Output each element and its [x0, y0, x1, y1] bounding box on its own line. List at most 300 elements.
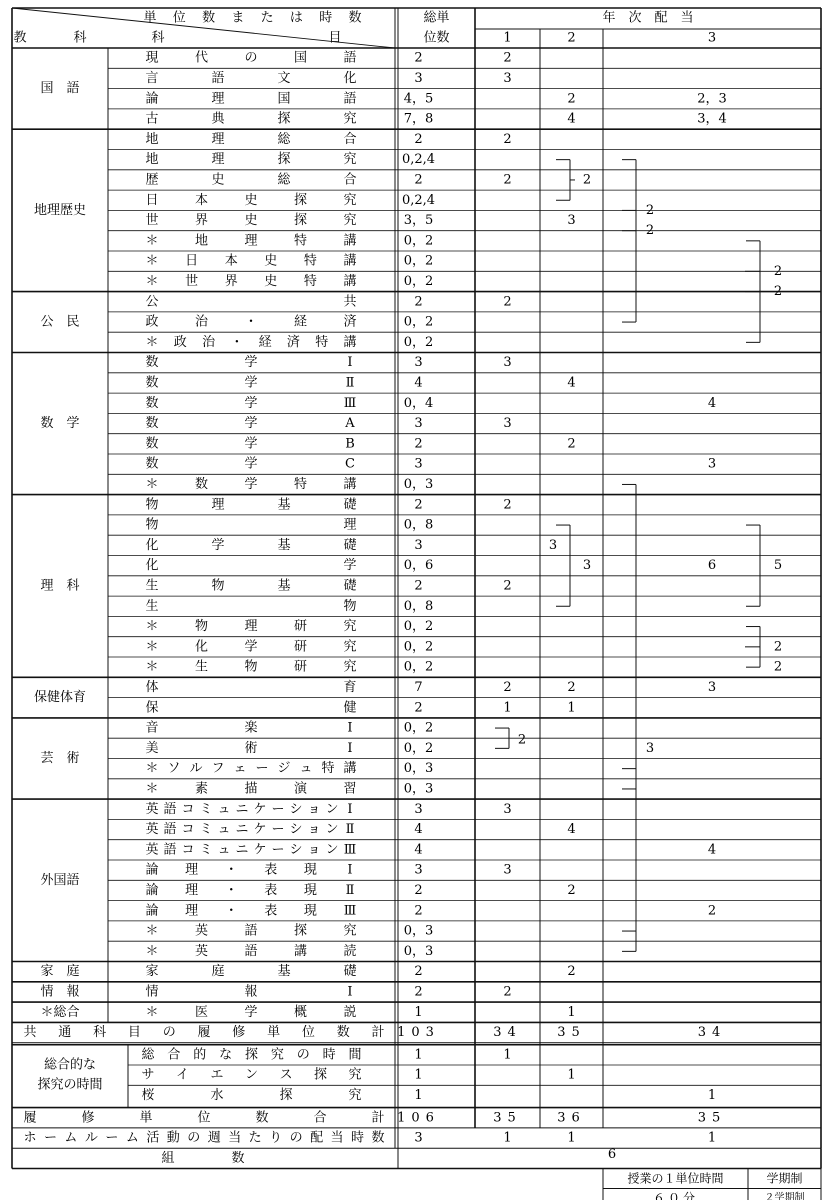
char: 探 [279, 1087, 293, 1103]
subject-units: 4，5 [403, 91, 434, 107]
char: 究 [343, 639, 357, 655]
subject-name [145, 903, 356, 918]
subject-name [145, 253, 356, 269]
char: 教 [13, 30, 27, 46]
elective-bracket-value: 2 [773, 659, 783, 675]
char: 活 [146, 1130, 160, 1146]
subject-name [145, 192, 356, 208]
subject-units: 0，2 [403, 233, 434, 249]
header-year-2: 2 [567, 30, 576, 46]
year2-units: 2 [567, 436, 576, 452]
grand-total-y1: 35 [493, 1110, 522, 1126]
char: 史 [211, 172, 225, 188]
char: Ⅱ [345, 822, 355, 838]
subject-units: 3，5 [403, 213, 434, 229]
subject-units: 2 [414, 964, 423, 980]
subject-name [145, 111, 356, 127]
char: 究 [343, 659, 357, 675]
char: ョ [307, 842, 321, 858]
char: 基 [277, 537, 291, 553]
char: 総 [277, 131, 291, 147]
subject-name [145, 71, 356, 86]
char: ー [271, 842, 285, 858]
char: 読 [343, 943, 357, 959]
subject-name [145, 314, 356, 330]
char: 配 [310, 1130, 324, 1146]
char: 講 [343, 253, 357, 269]
subject-units: 0，3 [403, 943, 434, 959]
char: 学 [244, 1004, 258, 1020]
char: 生 [145, 598, 159, 614]
char: ョ [307, 801, 321, 817]
elective-bracket-value: 2 [517, 732, 527, 748]
header-subject-label-b: 目 [328, 30, 342, 46]
header-total-bottom: 位数 [423, 30, 450, 46]
header-subject-area-label [13, 30, 86, 46]
char: 経 [258, 334, 272, 350]
char: ・ [224, 903, 238, 919]
subject-name [145, 232, 356, 248]
char: フ [211, 761, 225, 777]
subject-name [145, 151, 356, 167]
grand-total-units: 106 [397, 1110, 440, 1126]
char: 究 [343, 213, 357, 229]
year1-units: 2 [503, 497, 512, 513]
char: 探 [313, 1067, 328, 1083]
inquiry-subject [141, 1087, 361, 1103]
char: 英 [145, 842, 159, 858]
char: 生 [194, 659, 209, 675]
char: 治 [202, 334, 216, 350]
char: 修 [232, 1025, 246, 1041]
char: 済 [343, 314, 357, 330]
year2-units: 2 [567, 91, 576, 107]
char: ー [255, 761, 269, 777]
char: は [289, 10, 303, 26]
year2-units: 2 [567, 964, 576, 980]
char: 礎 [343, 578, 357, 594]
char: 数 [194, 476, 209, 492]
char: 界 [224, 273, 238, 289]
char: 表 [264, 882, 278, 898]
char: 世 [145, 213, 159, 229]
char: 究 [343, 619, 357, 635]
char: 論 [145, 903, 159, 919]
elective-bracket-value: 2 [582, 172, 592, 188]
char: 特 [315, 334, 329, 350]
header-subject-label-a: 科 [151, 30, 165, 46]
char: 的 [193, 1047, 207, 1063]
char: ケ [253, 842, 267, 858]
char: 物 [211, 578, 225, 594]
char: 理 [244, 233, 258, 249]
char: 学 [244, 375, 258, 391]
subject-units: 4 [414, 842, 423, 858]
char: 修 [81, 1110, 95, 1126]
char: 数 [145, 416, 159, 432]
char: 世 [185, 273, 199, 289]
char: Ⅰ [347, 740, 353, 756]
inquiry-subject [141, 1046, 361, 1062]
header-year-3: 3 [707, 30, 717, 46]
char: 概 [293, 1004, 308, 1020]
subject-units: 0,2,4 [401, 152, 436, 168]
inquiry-y2: 1 [567, 1067, 576, 1083]
char: 講 [343, 233, 357, 249]
char: 当 [330, 1130, 344, 1146]
char: コ [181, 822, 195, 838]
char: 学 [244, 355, 258, 371]
char: 理 [185, 862, 199, 878]
subject-area-label: 保健体育 [33, 690, 87, 706]
char: 報 [244, 984, 258, 1000]
char: ジ [277, 761, 291, 777]
char: 位 [197, 1110, 211, 1126]
char: 特 [321, 761, 335, 777]
char: 数 [145, 375, 159, 391]
char: ン [325, 822, 339, 838]
char: 済 [286, 334, 300, 350]
footnote-class-period-label: 授業の１単位時間 [627, 1171, 724, 1186]
char: 特 [303, 273, 317, 289]
char: Ⅲ [343, 903, 357, 919]
char: 公 [145, 294, 159, 310]
elective-bracket-value: 3 [645, 740, 655, 756]
char: 語 [211, 70, 225, 86]
char: 庭 [211, 964, 225, 980]
common-total-y2: 35 [557, 1025, 586, 1041]
char: ケ [253, 801, 267, 817]
subject-area-label: 数 学 [40, 416, 80, 432]
char: 化 [343, 70, 357, 86]
subject-units: 3 [414, 355, 423, 371]
char: 代 [194, 50, 209, 66]
subject-name [145, 577, 357, 593]
char: ＊ [145, 923, 159, 939]
subject-area-label: 公 民 [40, 314, 80, 330]
char: 国 [277, 91, 291, 107]
subject-units: 2 [414, 436, 423, 452]
year1-units: 2 [503, 50, 512, 66]
char: 現 [303, 903, 317, 919]
subject-name [145, 273, 356, 289]
char: 組 [161, 1150, 175, 1166]
char: 特 [303, 253, 317, 269]
year1-units: 3 [503, 801, 512, 817]
homeroom-label [23, 1130, 384, 1146]
char: 物 [343, 598, 357, 614]
char: 理 [185, 903, 199, 919]
char: 数 [255, 1110, 269, 1126]
char: の [162, 1025, 176, 1041]
char: 語 [163, 842, 177, 858]
subject-name [145, 983, 352, 999]
char: 究 [343, 152, 357, 168]
char: 日 [145, 192, 159, 208]
char: 健 [343, 700, 357, 716]
common-total-label [23, 1024, 384, 1040]
year1-units: 2 [503, 294, 512, 310]
char: 学 [211, 537, 225, 553]
char: 地 [194, 233, 209, 249]
char: 履 [23, 1110, 37, 1126]
char: 論 [145, 882, 159, 898]
char: 情 [145, 984, 159, 1000]
char: た [260, 10, 274, 26]
char: 探 [277, 152, 291, 168]
subject-name [145, 91, 356, 106]
subject-units: 0，2 [403, 619, 434, 635]
char: 学 [343, 558, 357, 574]
char: 基 [277, 578, 291, 594]
header-total-top: 総単 [423, 10, 450, 26]
subject-units: 4 [414, 822, 423, 838]
char: 理 [211, 131, 225, 147]
subject-units: 2 [414, 497, 423, 513]
subject-units: 2 [414, 172, 423, 188]
subject-name [145, 374, 354, 390]
inquiry-units: 1 [414, 1087, 423, 1103]
year1-units: 3 [503, 416, 512, 432]
char: ＊ [145, 761, 159, 777]
char: 究 [270, 1047, 284, 1063]
subject-units: 0，2 [403, 639, 434, 655]
char: ・ [244, 314, 258, 330]
subject-area-label: ＊総合 [40, 1004, 80, 1020]
char: ー [43, 1130, 57, 1146]
char: 礎 [343, 964, 357, 980]
char: 数 [371, 1130, 385, 1146]
common-total-y3: 34 [697, 1025, 727, 1041]
char: 表 [264, 903, 278, 919]
grand-total-label [23, 1109, 384, 1125]
subject-name [145, 476, 356, 492]
char: 英 [194, 943, 209, 959]
char: 計 [371, 1110, 385, 1126]
char: 科 [93, 1025, 107, 1041]
elective-bracket-value: 2 [645, 202, 655, 218]
subject-units: 2 [414, 50, 423, 66]
grand-total-y2: 36 [557, 1110, 586, 1126]
year1-units: 1 [503, 700, 512, 716]
subject-units: 3 [414, 70, 423, 86]
char: 単 [267, 1025, 281, 1041]
char: ョ [307, 822, 321, 838]
char: 究 [348, 1087, 362, 1103]
char: 音 [145, 720, 159, 736]
year1-units: 3 [503, 70, 512, 86]
char: 位 [172, 10, 186, 26]
subject-area-label: 情 報 [40, 984, 80, 1000]
char: Ⅰ [347, 862, 353, 878]
footnote-class-period-value: ６０分 [652, 1191, 699, 1200]
subject-name [145, 923, 356, 939]
subject-units: 2 [414, 700, 423, 716]
char: 語 [163, 822, 177, 838]
year2-units: 1 [567, 700, 576, 716]
char: 科 [73, 30, 87, 46]
char: の [187, 1130, 201, 1146]
subject-area-label: 外国語 [40, 872, 80, 888]
year2-units: 1 [567, 1004, 576, 1020]
subject-name [145, 293, 356, 309]
subject-name [145, 780, 356, 796]
char: 理 [211, 497, 225, 513]
subject-name [145, 517, 356, 533]
char: ・ [224, 882, 238, 898]
char: 合 [167, 1047, 181, 1063]
char: 特 [293, 233, 308, 249]
year3-units: 3，4 [697, 111, 727, 127]
elective-bracket-value: 2 [773, 263, 783, 279]
char: 歴 [145, 172, 159, 188]
char: 言 [145, 70, 159, 86]
char: 古 [145, 111, 159, 127]
char: 礎 [343, 537, 357, 553]
char [43, 31, 56, 46]
subject-name [145, 679, 356, 695]
year3-units: 3 [707, 679, 717, 695]
char: 学 [244, 476, 258, 492]
char: 物 [194, 619, 209, 635]
subject-name [145, 760, 356, 776]
char: 現 [145, 50, 159, 66]
char: ー [105, 1130, 119, 1146]
char: 化 [145, 537, 159, 553]
char: 数 [336, 1025, 350, 1041]
char: 学 [244, 416, 258, 432]
subject-units: 0，4 [403, 395, 434, 411]
header-units-label [143, 10, 361, 26]
char: コ [181, 801, 195, 817]
char: 探 [293, 213, 308, 229]
char: ェ [233, 761, 247, 777]
subject-name [145, 638, 356, 654]
char: 地 [145, 131, 159, 147]
year1-units: 3 [503, 862, 512, 878]
char: ＊ [145, 619, 159, 635]
inquiry-label-1: 総合的な [43, 1057, 97, 1073]
char: ー [271, 822, 285, 838]
char: 保 [145, 700, 159, 716]
elective-bracket-value: 3 [548, 537, 558, 553]
char: ･ [233, 334, 241, 350]
char: 語 [343, 50, 357, 66]
subject-units: 0，2 [403, 334, 434, 350]
char: 演 [293, 781, 308, 797]
subject-units: 1 [414, 1004, 423, 1020]
subject-name [145, 659, 356, 675]
char: 探 [244, 1047, 259, 1063]
char: ン [244, 1067, 259, 1083]
subject-name [145, 1004, 356, 1020]
char: ュ [217, 842, 231, 858]
char: Ⅰ [347, 720, 353, 736]
footnote-term-value: ２学期制 [764, 1192, 805, 1200]
char: ス [279, 1067, 293, 1083]
char: 語 [244, 923, 258, 939]
footnote-term-label: 学期制 [766, 1171, 803, 1186]
char: 表 [264, 862, 278, 878]
char: 本 [224, 253, 238, 269]
char: Ⅲ [343, 842, 357, 858]
char: 論 [145, 91, 159, 107]
subject-name [145, 822, 354, 837]
char: ケ [253, 822, 267, 838]
subject-units: 0，2 [403, 720, 434, 736]
char: ン [325, 842, 339, 858]
char: 理 [211, 152, 225, 168]
inquiry-y3: 1 [707, 1087, 717, 1103]
char: シ [289, 842, 303, 858]
char: ー [271, 801, 285, 817]
char: 講 [343, 273, 357, 289]
year1-units: 2 [503, 984, 512, 1000]
char: 素 [194, 781, 209, 797]
char: 総 [141, 1047, 155, 1063]
char: 学 [244, 436, 258, 452]
char: た [248, 1130, 262, 1146]
char: 数 [145, 355, 159, 371]
char: 間 [348, 1047, 362, 1063]
char: ＊ [145, 334, 159, 350]
subject-name [145, 538, 357, 553]
subject-name [145, 964, 357, 979]
homeroom-y2: 1 [567, 1130, 576, 1146]
year1-units: 2 [503, 679, 512, 695]
char: ま [231, 10, 245, 26]
elective-bracket-value: 2 [773, 639, 783, 655]
char: 時 [319, 10, 333, 26]
year1-units: 2 [503, 131, 512, 147]
char: 講 [343, 334, 357, 350]
char: 化 [194, 639, 209, 655]
char: 育 [343, 679, 357, 695]
char: 動 [166, 1130, 180, 1146]
char: 特 [293, 476, 308, 492]
subject-name [145, 618, 356, 634]
subject-name [145, 863, 352, 878]
char: 当 [228, 1130, 242, 1146]
subject-name [145, 721, 352, 736]
subject-name [145, 741, 352, 756]
char: ＊ [145, 781, 159, 797]
char: 描 [244, 781, 258, 797]
char: 基 [277, 964, 291, 980]
char: 習 [343, 781, 357, 797]
char: 家 [145, 964, 159, 980]
year3-units: 2 [707, 903, 717, 919]
char: 研 [293, 619, 308, 635]
char: 物 [244, 659, 258, 675]
char: 通 [58, 1025, 72, 1041]
char: 術 [244, 740, 258, 756]
char: 物 [145, 497, 159, 513]
elective-bracket-value: 5 [773, 558, 783, 574]
year2-units: 2 [567, 679, 576, 695]
char: 語 [343, 91, 357, 107]
char: 学 [244, 456, 258, 472]
char: 合 [343, 172, 357, 188]
char: ュ [217, 801, 231, 817]
subject-name [145, 699, 356, 715]
char: 時 [351, 1130, 365, 1146]
char: ニ [235, 801, 249, 817]
char: 合 [313, 1110, 327, 1126]
char: 理 [343, 517, 357, 533]
subject-units: 2 [414, 578, 423, 594]
year2-units: 4 [567, 375, 576, 391]
